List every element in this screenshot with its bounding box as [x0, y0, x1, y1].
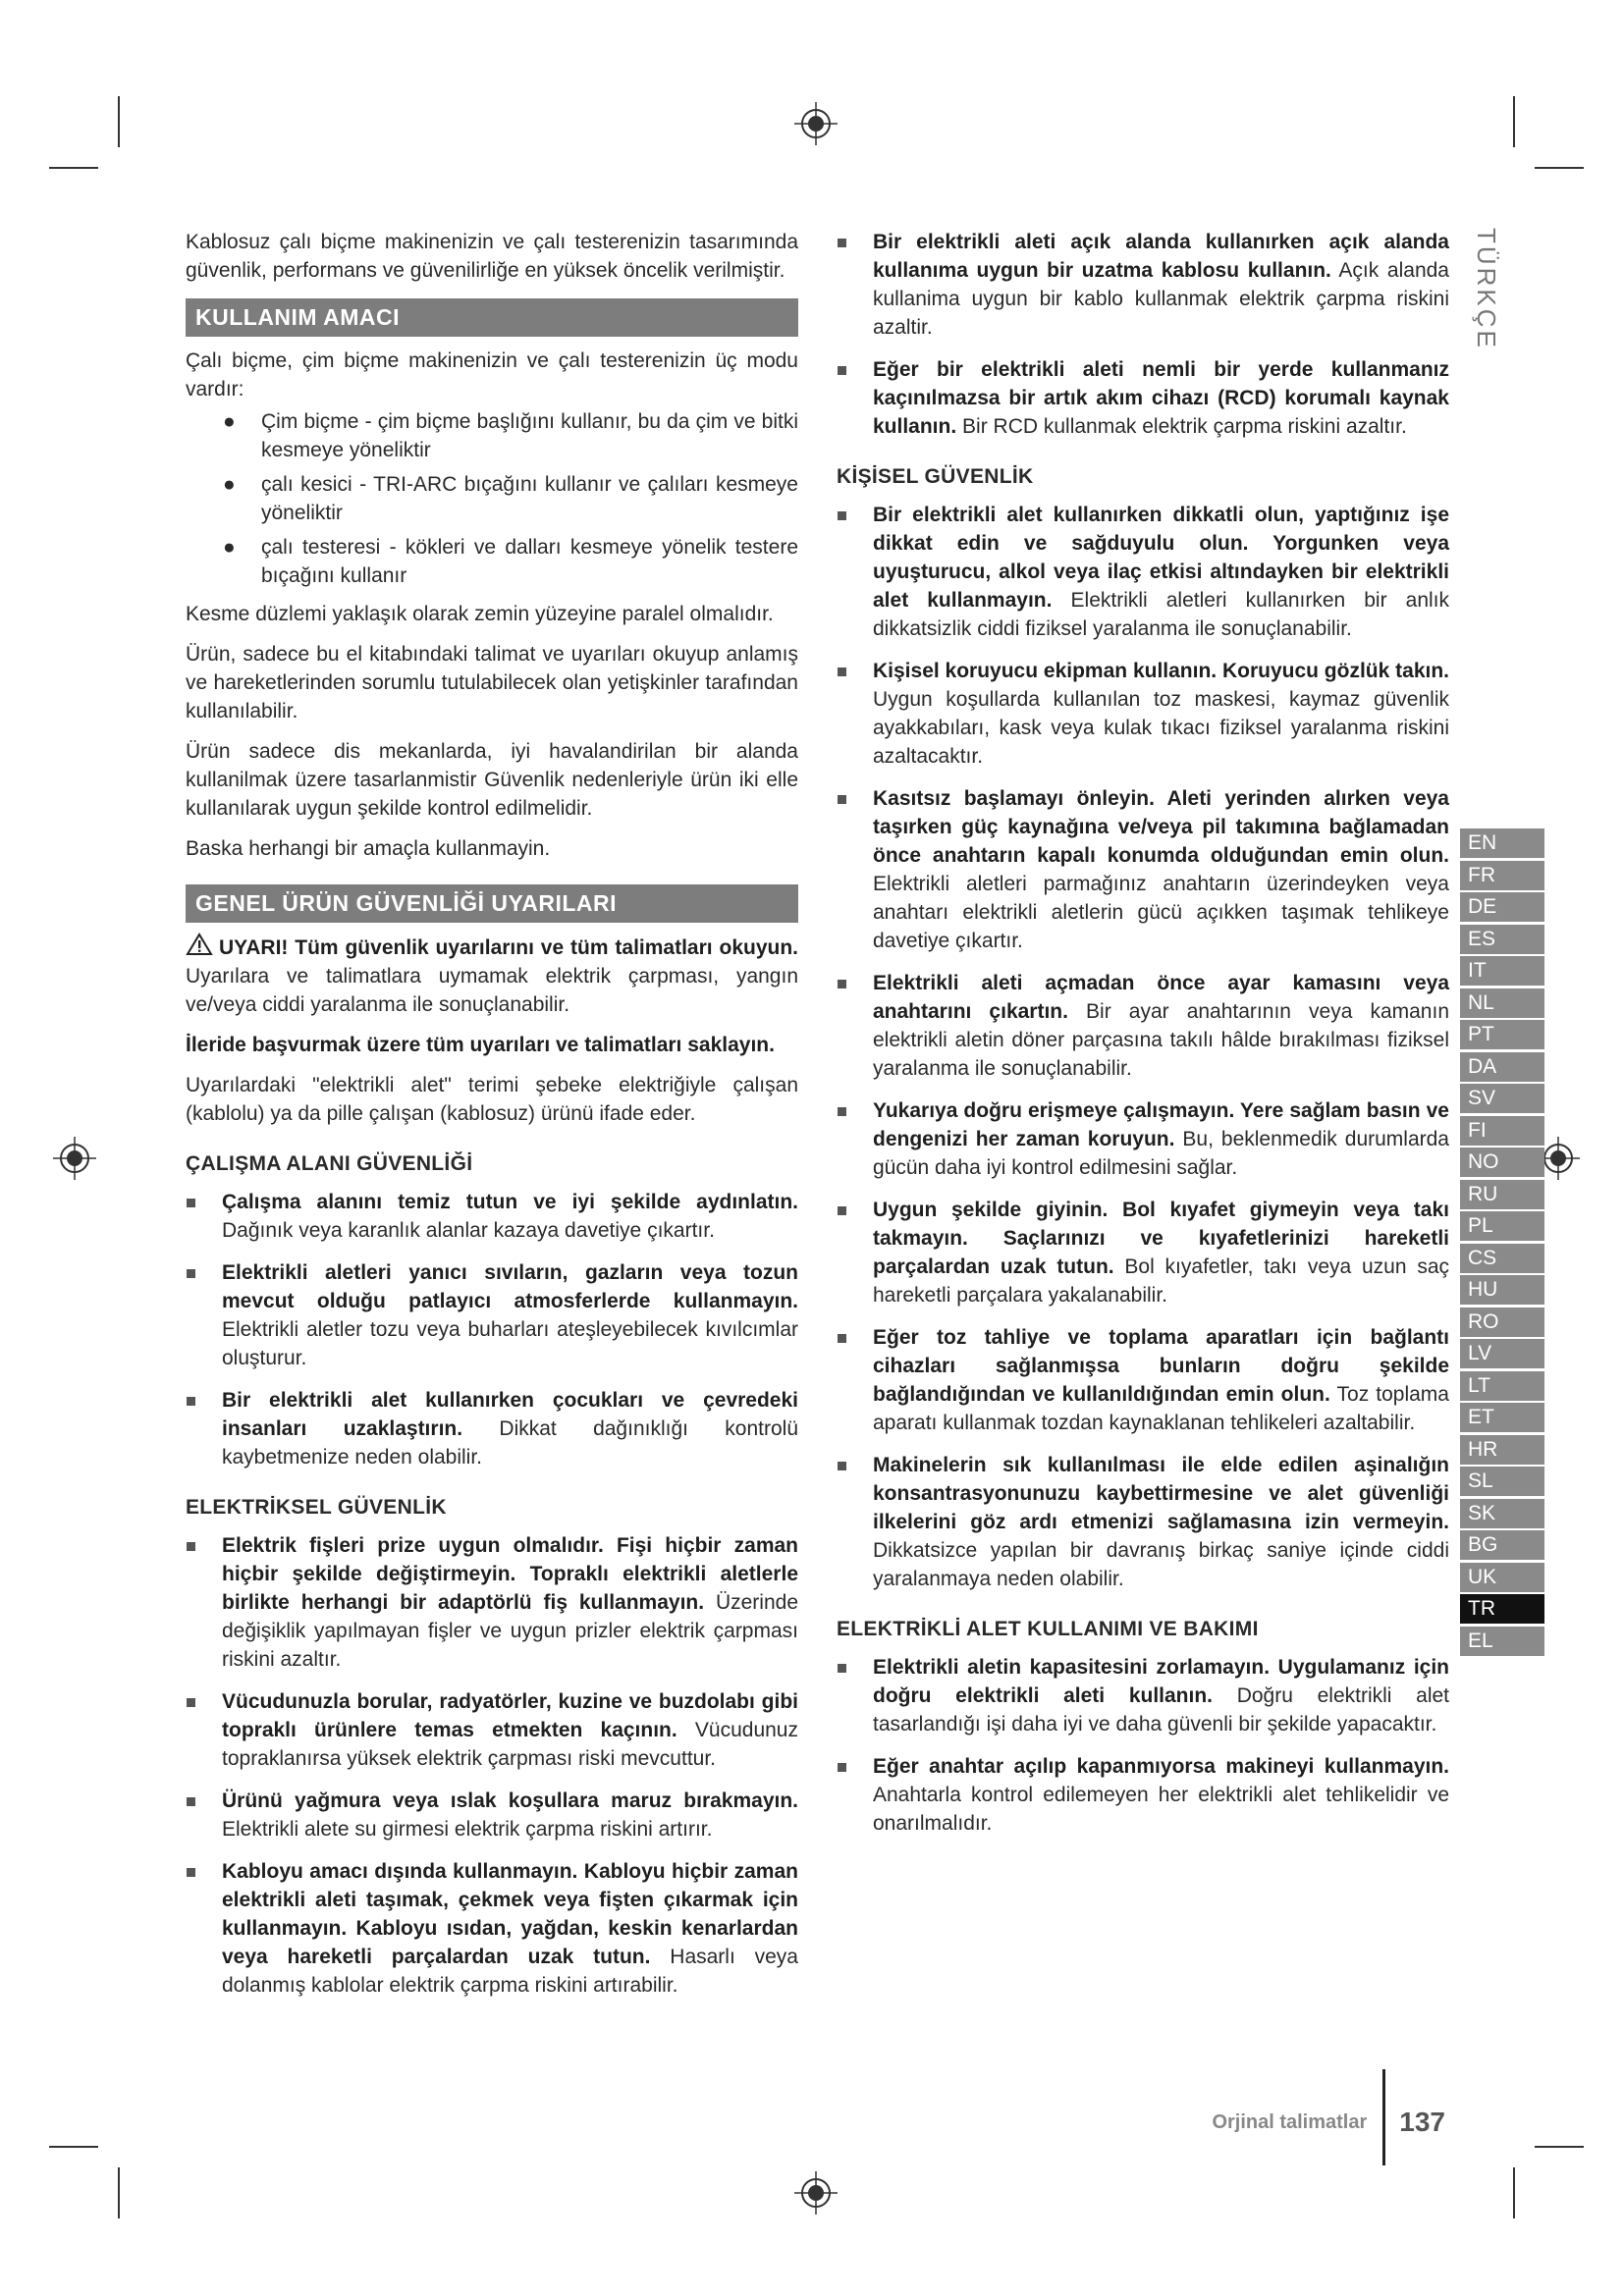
list-item: Kasıtsız başlamayı önleyin. Aleti yerinden alırken veya taşırken güç kaynağına ve/veya pil takımına bağlamadan önce anahtarın kapalı konumda olduğundan emin olun. Elektrikli aletleri parmağınız anahtarın üzerindeyken veya anahtarı elektrikli aletlerin gücü açıkken taşımak tehlikeye davetiye çıkartır. [837, 784, 1449, 955]
language-tab-sl[interactable]: SL [1460, 1467, 1544, 1497]
crop-mark [49, 167, 98, 169]
kullanim-lead: Çalı biçme, çim biçme makinenizin ve çalı testerenizin üç modu vardır: [186, 349, 798, 400]
section-title-calisma: ÇALIŞMA ALANI GÜVENLİĞİ [186, 1152, 473, 1175]
language-tab-et[interactable]: ET [1460, 1403, 1544, 1433]
intro-text: Kablosuz çalı biçme makinenizin ve çalı testerenizin tasarımında güvenlik, performans ve güvenilirliğe en yüksek öncelik verilmiştir. [186, 231, 798, 282]
kullanim-paragraph: Kesme düzlemi yaklaşık olarak zemin yüzeyine paralel olmalıdır. [186, 603, 774, 625]
language-tab-bg[interactable]: BG [1460, 1530, 1544, 1561]
list-item: Makinelerin sık kullanılması ile elde edilen aşinalığın konsantrasyonunuzu kaybettirmesine ve alet güvenliği ilkelerini göz ardı etmenizi sağlamasına izin vermeyin. Dikkatsizce yapılan bir davranış birkaç saniye içinde ciddi yaralanmaya neden olabilir. [837, 1451, 1449, 1593]
language-tab-no[interactable]: NO [1460, 1148, 1544, 1178]
language-tab-de[interactable]: DE [1460, 892, 1544, 923]
list-item: Çalışma alanını temiz tutun ve iyi şekilde aydınlatın. Dağınık veya karanlık alanlar kazaya davetiye çıkartır. [186, 1188, 798, 1245]
elektriksel-list-right [837, 228, 1449, 441]
list-item: Elektrik fişleri prize uygun olmalıdır. Fişi hiçbir zaman hiçbir şekilde değiştirmeyin. Topraklı elektrikli aletlerle birlikte herhangi bir adaptörlü fiş kullanmayın. Üzerinde değişiklik yapılmayan fişler ve uygun prizler elektrik çarpması riskini azaltır. [186, 1531, 798, 1674]
crop-mark [118, 96, 120, 147]
language-tabs [1460, 828, 1544, 1658]
list-item: Bir elektrikli aleti açık alanda kullanırken açık alanda kullanıma uygun bir uzatma kablosu kullanın. Açık alanda kullanima uygun bir kablo kullanmak elektrik çarpma riskini azaltir. [837, 228, 1449, 342]
list-item: ● çalı testeresi - kökleri ve dalları kesmeye yönelik testere bıçağını kullanır [223, 536, 798, 587]
side-language-title: TÜRKÇE [1472, 228, 1501, 350]
language-tab-lt[interactable]: LT [1460, 1371, 1544, 1402]
language-tab-sv[interactable]: SV [1460, 1084, 1544, 1114]
bakim-list [837, 1653, 1449, 1838]
left-column [186, 228, 798, 2013]
list-item: Kabloyu amacı dışında kullanmayın. Kabloyu hiçbir zaman elektrikli aleti taşımak, çekmek veya fişten çıkarmak için kullanmayın. Kabloyu ısıdan, yağdan, keskin kenarlardan veya hareketli parçalardan uzak tutun. Hasarlı veya dolanmış kablolar elektrik çarpma riskini artırabilir. [186, 1857, 798, 2000]
language-tab-ru[interactable]: RU [1460, 1180, 1544, 1210]
crop-mark [118, 2167, 120, 2218]
warning-triangle-icon [186, 933, 213, 956]
page-footer [1212, 2079, 1445, 2165]
language-tab-ro[interactable]: RO [1460, 1308, 1544, 1338]
list-item: ● Çim biçme - çim biçme başlığını kullanır, bu da çim ve bitki kesmeye yöneliktir [223, 410, 798, 461]
registration-mark-icon [794, 2171, 838, 2215]
term-definition: Uyarılardaki "elektrikli alet" terimi şebeke elektriğiyle çalışan (kablolu) ya da pille çalışan (kablosuz) ürünü ifade eder. [186, 1074, 798, 1125]
language-tab-lv[interactable]: LV [1460, 1339, 1544, 1369]
right-column [837, 228, 1449, 1851]
crop-mark [49, 2146, 98, 2148]
footer-label: Orjinal talimatlar [1212, 2110, 1368, 2133]
list-item: Yukarıya doğru erişmeye çalışmayın. Yere sağlam basın ve dengenizi her zaman koruyun. Bu, beklenmedik durumlarda gücün daha iyi kontrol edilmesini sağlar. [837, 1096, 1449, 1182]
language-tab-el[interactable]: EL [1460, 1627, 1544, 1657]
language-tab-pt[interactable]: PT [1460, 1020, 1544, 1050]
language-tab-da[interactable]: DA [1460, 1052, 1544, 1083]
list-item: Elektrikli aletleri yanıcı sıvıların, gazların veya tozun mevcut olduğu patlayıcı atmosferlerde kullanmayın. Elektrikli aletler tozu veya buharları ateşleyebilecek kıvılcımlar oluşturur. [186, 1258, 798, 1372]
registration-mark-icon [794, 102, 838, 145]
language-tab-hu[interactable]: HU [1460, 1275, 1544, 1306]
list-item: Bir elektrikli alet kullanırken dikkatli olun, yaptığınız işe dikkat edin ve sağduyulu olun. Yorgunken veya uyuşturucu, alkol veya ilaç etkisi altındayken bir elektrikli alet kullanmayın. Elektrikli aletleri kullanırken bir anlık dikkatsizlik ciddi fiziksel yaralanma ile sonuçlanabilir. [837, 501, 1449, 643]
language-tab-tr[interactable]: TR [1460, 1594, 1544, 1625]
kullanim-paragraph: Ürün sadece dis mekanlarda, iyi havalandirilan bir alanda kullanilmak üzere tasarlanmistir Güvenlik nedenleriyle ürün iki elle kullanılarak uygun şekilde kontrol edilmelidir. [186, 740, 798, 820]
keep-instructions: İleride başvurmak üzere tüm uyarıları ve talimatları saklayın. [186, 1034, 775, 1056]
list-item: Eğer toz tahliye ve toplama aparatları için bağlantı cihazları sağlanmışsa bunların doğru şekilde bağlandığından ve kullanıldığından emin olun. Toz toplama aparatı kullanmak tozdan kaynaklanan tehlikeleri azaltabilir. [837, 1323, 1449, 1437]
language-tab-pl[interactable]: PL [1460, 1211, 1544, 1242]
language-tab-sk[interactable]: SK [1460, 1499, 1544, 1529]
language-tab-en[interactable]: EN [1460, 828, 1544, 859]
crop-mark [1535, 167, 1584, 169]
page-number: 137 [1399, 2107, 1445, 2137]
language-tab-uk[interactable]: UK [1460, 1563, 1544, 1593]
kullanim-paragraph: Ürün, sadece bu el kitabındaki talimat ve uyarıları okuyup anlamış ve hareketlerinden sorumlu tutulabilecek olan yetişkinler tarafından kullanılabilir. [186, 643, 798, 722]
crop-mark [1513, 2167, 1515, 2218]
list-item: Bir elektrikli alet kullanırken çocukları ve çevredeki insanları uzaklaştırın. Dikkat dağınıklığı kontrolü kaybetmenize neden olabilir. [186, 1386, 798, 1471]
language-tab-it[interactable]: IT [1460, 956, 1544, 987]
section-title-genel: GENEL ÜRÜN GÜVENLİĞİ UYARILARI [186, 884, 798, 923]
language-tab-nl[interactable]: NL [1460, 988, 1544, 1019]
kullanim-paragraph: Baska herhangi bir amaçla kullanmayin. [186, 837, 551, 860]
crop-mark [1535, 2146, 1584, 2148]
warning-paragraph: UYARI! Tüm güvenlik uyarılarını ve tüm talimatları okuyun. Uyarılara ve talimatlara uymamak elektrik çarpması, yangın ve/veya ciddi yaralanma ile sonuçlanabilir. [186, 933, 798, 1019]
footer-divider [1382, 2069, 1385, 2165]
crop-mark [1513, 96, 1515, 147]
kisisel-list [837, 501, 1449, 1593]
registration-mark-icon [53, 1137, 96, 1180]
list-item: Ürünü yağmura veya ıslak koşullara maruz bırakmayın. Elektrikli alete su girmesi elektrik çarpma riskini artırır. [186, 1787, 798, 1843]
mode-list [186, 407, 798, 590]
section-title-kisisel: KİŞİSEL GÜVENLİK [837, 465, 1034, 488]
elektriksel-list-left [186, 1531, 798, 2000]
list-item: Eğer anahtar açılıp kapanmıyorsa makineyi kullanmayın. Anahtarla kontrol edilemeyen her elektrikli alet tehlikelidir ve onarılmalıdır. [837, 1752, 1449, 1838]
language-tab-hr[interactable]: HR [1460, 1435, 1544, 1466]
list-item: Uygun şekilde giyinin. Bol kıyafet giymeyin veya takı takmayın. Saçlarınızı ve kıyafetlerinizi hareketli parçalardan uzak tutun. Bol kıyafetler, takı veya uzun saç hareketli parçalara yakalanabilir. [837, 1196, 1449, 1309]
language-tab-es[interactable]: ES [1460, 925, 1544, 955]
list-item: Eğer bir elektrikli aleti nemli bir yerde kullanmanız kaçınılmazsa bir artık akım cihazı (RCD) korumalı kaynak kullanın. Bir RCD kullanmak elektrik çarpma riskini azaltır. [837, 355, 1449, 441]
list-item: Kişisel koruyucu ekipman kullanın. Koruyucu gözlük takın. Uygun koşullarda kullanılan toz maskesi, kaymaz güvenlik ayakkabıları, kask veya kulak tıkacı fiziksel yaralanma riskini azaltacaktır. [837, 657, 1449, 771]
section-title-kullanim: KULLANIM AMACI [186, 298, 798, 337]
language-tab-fi[interactable]: FI [1460, 1116, 1544, 1147]
language-tab-cs[interactable]: CS [1460, 1244, 1544, 1274]
list-item: Elektrikli aletin kapasitesini zorlamayın. Uygulamanız için doğru elektrikli aleti kullanın. Doğru elektrikli alet tasarlandığı işi daha iyi ve daha güvenli bir şekilde yapacaktır. [837, 1653, 1449, 1738]
section-title-bakim: ELEKTRİKLİ ALET KULLANIMI VE BAKIMI [837, 1618, 1259, 1640]
list-item: ● çalı kesici - TRI-ARC bıçağını kullanır ve çalıları kesmeye yöneliktir [223, 473, 798, 524]
calisma-list [186, 1188, 798, 1471]
list-item: Vücudunuzla borular, radyatörler, kuzine ve buzdolabı gibi topraklı ürünlere temas etmekten kaçının. Vücudunuz topraklanırsa yüksek elektrik çarpması riski mevcuttur. [186, 1687, 798, 1773]
language-tab-fr[interactable]: FR [1460, 861, 1544, 891]
list-item: Elektrikli aleti açmadan önce ayar kamasını veya anahtarını çıkartın. Bir ayar anahtarının veya kamanın elektrikli aletin döner parçasına takılı hâlde bırakılması fiziksel yaralanma ile sonuçlanabilir. [837, 969, 1449, 1083]
section-title-elektriksel: ELEKTRİKSEL GÜVENLİK [186, 1496, 447, 1519]
